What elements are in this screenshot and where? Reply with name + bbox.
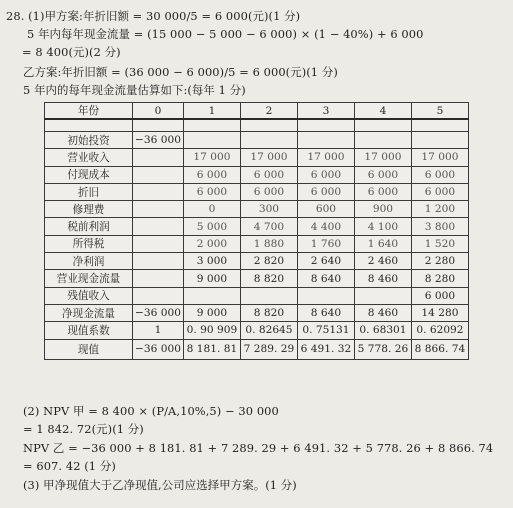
table-cell: 2 820 <box>240 253 297 270</box>
table-cell: 3 000 <box>183 253 240 270</box>
row-label: 修理费 <box>45 201 133 218</box>
cash-flow-result-line: = 8 400(元)(2 分) <box>22 45 121 59</box>
table-cell <box>354 287 411 304</box>
table-row-initial-investment <box>45 132 469 149</box>
table-cell: 3 800 <box>411 218 468 235</box>
table-cell: 6 000 <box>411 166 468 183</box>
table-cell: −36 000 <box>133 304 184 321</box>
row-label: 营业收入 <box>45 149 133 166</box>
table-cell: 6 000 <box>354 183 411 200</box>
row-label: 现值 <box>45 339 133 359</box>
table-cell <box>133 287 184 304</box>
table-cell: 9 000 <box>183 270 240 287</box>
table-cell <box>354 132 411 149</box>
table-cell: 1 640 <box>354 235 411 252</box>
table-row-net-cash-flow <box>45 304 469 321</box>
question-number-line: 28. (1)甲方案:年折旧额 = 30 000/5 = 6 000(元)(1 分) <box>6 9 301 23</box>
table-cell: 7 289. 29 <box>240 339 297 359</box>
plan-b-depreciation-line: 乙方案:年折旧额 = (36 000 − 6 000)/5 = 6 000(元)(1 分) <box>23 65 338 79</box>
table-cell <box>133 166 184 183</box>
table-row-cash-cost <box>45 166 469 183</box>
table-intro-line: 5 年内的每年现金流量估算如下:(每年 1 分) <box>23 83 246 97</box>
table-cell <box>183 132 240 149</box>
table-cell: 8 181. 81 <box>183 339 240 359</box>
table-cell: 8 280 <box>411 270 468 287</box>
table-cell: 0. 75131 <box>297 322 354 339</box>
table-row-operating-revenue <box>45 149 469 166</box>
table-cell: 8 640 <box>297 304 354 321</box>
row-label: 净现金流量 <box>45 304 133 321</box>
table-row-income-tax <box>45 235 469 252</box>
table-row-depreciation <box>45 183 469 200</box>
table-cell: 9 000 <box>183 304 240 321</box>
table-row-salvage-value <box>45 287 469 304</box>
table-cell: 300 <box>240 201 297 218</box>
header-year-4: 4 <box>354 103 411 120</box>
table-cell: 0. 82645 <box>240 322 297 339</box>
table-cell <box>411 132 468 149</box>
table-cell: 17 000 <box>183 149 240 166</box>
cash-flow-table <box>44 102 469 360</box>
npv-a-result-line: = 1 842. 72(元)(1 分) <box>23 422 144 436</box>
table-cell <box>183 287 240 304</box>
row-label: 营业现金流量 <box>45 270 133 287</box>
table-cell <box>133 270 184 287</box>
table-row-present-value <box>45 339 469 359</box>
table-cell: 0. 68301 <box>354 322 411 339</box>
header-year-5: 5 <box>411 103 468 120</box>
cash-flow-formula-line: 5 年内每年现金流量 = (15 000 − 5 000 − 6 000) × (1 − 40%) + 6 000 <box>27 27 424 41</box>
table-cell <box>297 132 354 149</box>
table-row-operating-cash-flow <box>45 270 469 287</box>
table-cell: 14 280 <box>411 304 468 321</box>
row-label: 付现成本 <box>45 166 133 183</box>
table-cell: 6 000 <box>183 183 240 200</box>
table-cell: 2 280 <box>411 253 468 270</box>
table-cell: 17 000 <box>354 149 411 166</box>
table-cell: 6 000 <box>411 287 468 304</box>
table-cell: 8 866. 74 <box>411 339 468 359</box>
table-cell <box>240 287 297 304</box>
table-cell: 6 000 <box>240 183 297 200</box>
npv-b-formula-line: NPV 乙 = −36 000 + 8 181. 81 + 7 289. 29 + 6 491. 32 + 5 778. 26 + 8 866. 74 <box>23 441 494 455</box>
row-label: 初始投资 <box>45 132 133 149</box>
table-cell: 6 000 <box>297 183 354 200</box>
table-cell: 5 000 <box>183 218 240 235</box>
table-cell: 6 000 <box>354 166 411 183</box>
row-label: 现值系数 <box>45 322 133 339</box>
table-cell: −36 000 <box>133 339 184 359</box>
table-cell: 8 460 <box>354 304 411 321</box>
table-cell: 4 100 <box>354 218 411 235</box>
row-label: 所得税 <box>45 235 133 252</box>
table-cell <box>133 183 184 200</box>
row-label: 税前利润 <box>45 218 133 235</box>
table-cell: 17 000 <box>411 149 468 166</box>
header-year-1: 1 <box>183 103 240 120</box>
table-cell: 8 820 <box>240 304 297 321</box>
table-cell: 8 640 <box>297 270 354 287</box>
row-label: 净利润 <box>45 253 133 270</box>
table-cell: 1 880 <box>240 235 297 252</box>
table-cell: 1 <box>133 322 184 339</box>
table-row-net-profit <box>45 253 469 270</box>
table-cell: 2 460 <box>354 253 411 270</box>
table-cell <box>133 201 184 218</box>
table-cell: 1 200 <box>411 201 468 218</box>
table-cell: 6 000 <box>297 166 354 183</box>
conclusion-line: (3) 甲净现值大于乙净现值,公司应选择甲方案。(1 分) <box>23 478 297 492</box>
npv-a-formula-line: (2) NPV 甲 = 8 400 × (P/A,10%,5) − 30 000 <box>23 404 279 418</box>
table-cell: 8 460 <box>354 270 411 287</box>
table-cell <box>240 132 297 149</box>
table-header-row <box>45 103 469 120</box>
table-cell: 6 491. 32 <box>297 339 354 359</box>
table-cell: 1 760 <box>297 235 354 252</box>
table-cell: 900 <box>354 201 411 218</box>
table-row-pretax-profit <box>45 218 469 235</box>
table-cell: 8 820 <box>240 270 297 287</box>
table-cell: 0 <box>183 201 240 218</box>
row-label: 残值收入 <box>45 287 133 304</box>
table-cell: 4 700 <box>240 218 297 235</box>
table-cell: 5 778. 26 <box>354 339 411 359</box>
table-cell <box>133 235 184 252</box>
table-cell: 4 400 <box>297 218 354 235</box>
table-cell <box>133 149 184 166</box>
table-row-pv-factor <box>45 322 469 339</box>
table-cell: 6 000 <box>183 166 240 183</box>
row-label: 折旧 <box>45 183 133 200</box>
header-year: 年份 <box>45 103 133 120</box>
table-cell <box>133 253 184 270</box>
table-cell: 1 520 <box>411 235 468 252</box>
table-cell: 2 640 <box>297 253 354 270</box>
npv-b-result-line: = 607. 42 (1 分) <box>23 459 116 473</box>
table-cell: −36 000 <box>133 132 184 149</box>
table-cell: 0. 62092 <box>411 322 468 339</box>
table-cell: 6 000 <box>240 166 297 183</box>
table-cell: 600 <box>297 201 354 218</box>
table-cell: 0. 90 909 <box>183 322 240 339</box>
table-row-repair-cost <box>45 201 469 218</box>
table-cell <box>297 287 354 304</box>
table-cell: 17 000 <box>240 149 297 166</box>
header-year-2: 2 <box>240 103 297 120</box>
table-cell <box>133 218 184 235</box>
header-year-3: 3 <box>297 103 354 120</box>
table-spacer-row <box>45 119 469 132</box>
table-cell: 6 000 <box>411 183 468 200</box>
table-cell: 2 000 <box>183 235 240 252</box>
table-cell: 17 000 <box>297 149 354 166</box>
header-year-0: 0 <box>133 103 184 120</box>
